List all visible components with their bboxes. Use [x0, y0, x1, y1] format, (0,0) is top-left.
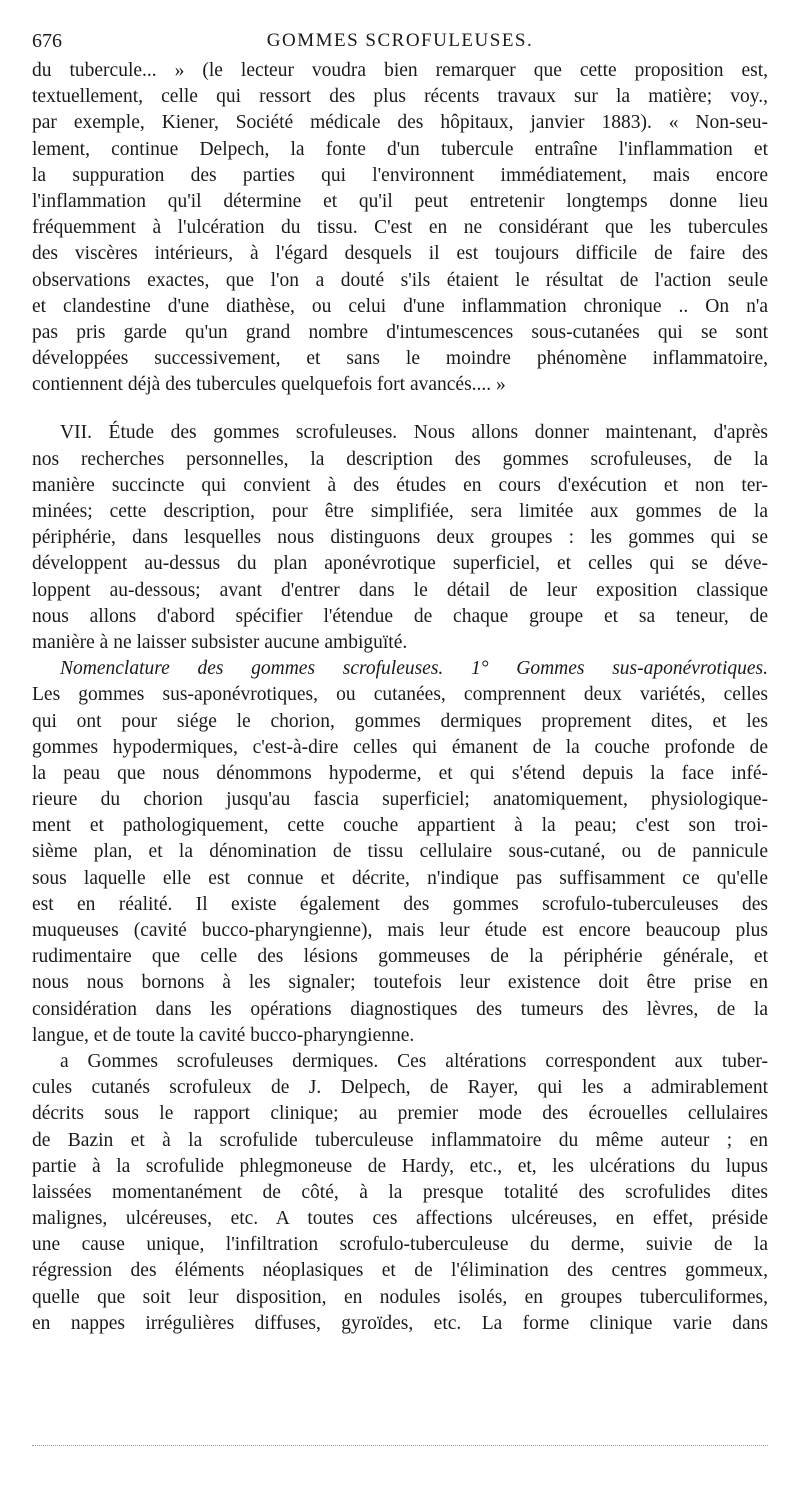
footer-dotted-rule	[32, 1445, 768, 1446]
text-line: rieure du chorion jusqu'au fascia superficiel; anatomiquement, physiologique-	[32, 789, 768, 811]
text-line: minées; cette description, pour être simplifiée, sera limitée aux gommes de la	[32, 501, 768, 522]
text-line: laissées momentanément de côté, à la presque totalité des scrofulides dites	[32, 1181, 768, 1203]
subheading-line: Nomenclature des gommes scrofuleuses. 1° Gommes sus-aponévrotiques.	[60, 658, 768, 680]
section-vii-study	[32, 420, 768, 656]
text-line: de Bazin et à la scrofulide tuberculeuse inflammatoire du même auteur ; en	[32, 1129, 768, 1151]
text-line: manière à ne laisser subsister aucune ambiguïté.	[32, 631, 408, 653]
text-line: manière succincte qui convient à des études en cours d'exécution et non ter-	[32, 474, 768, 496]
running-head	[32, 28, 768, 58]
text-line: loppent au-dessous; avant d'entrer dans le détail de leur exposition classique	[32, 579, 768, 601]
text-line: est en réalité. Il existe également des gommes scrofulo-tuberculeuses des	[32, 893, 768, 915]
text-line: ment et pathologiquement, cette couche appartient à la peau; c'est son troi-	[32, 815, 768, 837]
text-line: nous allons d'abord spécifier l'étendue de chaque groupe et sa teneur, de	[32, 605, 768, 627]
text-line: Les gommes sus-aponévrotiques, ou cutanées, comprennent deux variétés, celles	[32, 684, 768, 706]
text-line: décrits sous le rapport clinique; au premier mode des écrouelles cellulaires	[32, 1103, 768, 1125]
text-line: gommes hypodermiques, c'est-à-dire celles qui émanent de la couche profonde de	[32, 736, 768, 758]
text-line: des viscères intérieurs, à l'égard desquels il est toujours difficile de faire des	[32, 243, 768, 265]
text-line: lement, continue Delpech, la fonte d'un tubercule entraîne l'inflammation et	[32, 138, 768, 160]
page	[32, 28, 768, 1337]
text-line: muqueuses (cavité bucco-pharyngienne), mais leur étude est encore beaucoup plus	[32, 920, 768, 941]
text-line: nous nous bornons à les signaler; toutefois leur existence doit être prise en	[32, 972, 768, 994]
text-line: observations exactes, que l'on a douté s'ils étaient le résultat de l'action seule	[32, 269, 768, 291]
text-line: textuellement, celle qui ressort des plus récents travaux sur la matière; voy.,	[32, 86, 768, 108]
text-line: cules cutanés scrofuleux de J. Delpech, de Rayer, qui les a admirablement	[32, 1077, 768, 1099]
text-line: malignes, ulcéreuses, etc. A toutes ces affections ulcéreuses, en effet, préside	[32, 1208, 768, 1230]
text-line: la peau que nous dénommons hypoderme, et qui s'étend depuis la face infé-	[32, 762, 768, 784]
text-line: en nappes irrégulières diffuses, gyroïdes, etc. La forme clinique varie dans	[32, 1312, 768, 1334]
section-gap	[32, 398, 768, 420]
text-line: sième plan, et la dénomination de tissu cellulaire sous-cutané, ou de pannicule	[32, 841, 768, 863]
page-number: 676	[32, 30, 62, 52]
text-line: et clandestine d'une diathèse, ou celui d'une inflammation chronique .. On n'a	[32, 295, 768, 317]
text-line: du tubercule... » (le lecteur voudra bien remarquer que cette proposition est,	[32, 60, 768, 81]
text-line: par exemple, Kiener, Société médicale des hôpitaux, janvier 1883). « Non-seu-	[32, 112, 768, 134]
text-line: une cause unique, l'infiltration scrofulo-tuberculeuse du derme, suivie de la	[32, 1234, 768, 1256]
text-line: pas pris garde qu'un grand nombre d'intumescences sous-cutanées qui se sont	[32, 321, 768, 343]
text-line: périphérie, dans lesquelles nous distinguons deux groupes : les gommes qui se	[32, 527, 768, 549]
text-line: partie à la scrofulide phlegmoneuse de Hardy, etc., et, les ulcérations du lupus	[32, 1155, 768, 1177]
text-line: régression des éléments néoplasiques et de l'élimination des centres gommeux,	[32, 1260, 768, 1282]
text-line: fréquemment à l'ulcération du tissu. C'est en ne considérant que les tubercules	[32, 217, 768, 239]
running-title: GOMMES SCROFULEUSES.	[266, 30, 534, 51]
text-line: a Gommes scrofuleuses dermiques. Ces altérations correspondent aux tuber-	[60, 1050, 768, 1072]
text-line: l'inflammation qu'il détermine et qu'il peut entretenir longtemps donne lieu	[32, 190, 768, 212]
text-line: développent au-dessus du plan aponévrotique superficiel, et celles qui se déve-	[32, 553, 768, 575]
text-line: développées successivement, et sans le moindre phénomène inflammatoire,	[32, 348, 768, 370]
paragraph-delpech-quote	[32, 58, 768, 398]
text-line: rudimentaire que celle des lésions gommeuses de la périphérie générale, et	[32, 946, 768, 968]
text-line: contiennent déjà des tubercules quelquefois fort avancés.... »	[32, 374, 506, 396]
text-line: sous laquelle elle est connue et décrite, n'indique pas suffisamment ce qu'elle	[32, 867, 768, 889]
section-dermal-gummas	[32, 1049, 768, 1337]
text-line: quelle que soit leur disposition, en nodules isolés, en groupes tuberculiformes,	[32, 1286, 768, 1308]
section-nomenclature	[32, 656, 768, 1049]
text-line: qui ont pour siége le chorion, gommes dermiques proprement dites, et les	[32, 710, 768, 732]
section-heading-line: VII. Étude des gommes scrofuleuses. Nous allons donner maintenant, d'après	[60, 422, 768, 444]
text-line: nos recherches personnelles, la description des gommes scrofuleuses, de la	[32, 448, 768, 470]
text-line: la suppuration des parties qui l'environnent immédiatement, mais encore	[32, 164, 768, 186]
text-line: langue, et de toute la cavité bucco-pharyngienne.	[32, 1024, 415, 1046]
text-line: considération dans les opérations diagnostiques des tumeurs des lèvres, de la	[32, 998, 768, 1020]
